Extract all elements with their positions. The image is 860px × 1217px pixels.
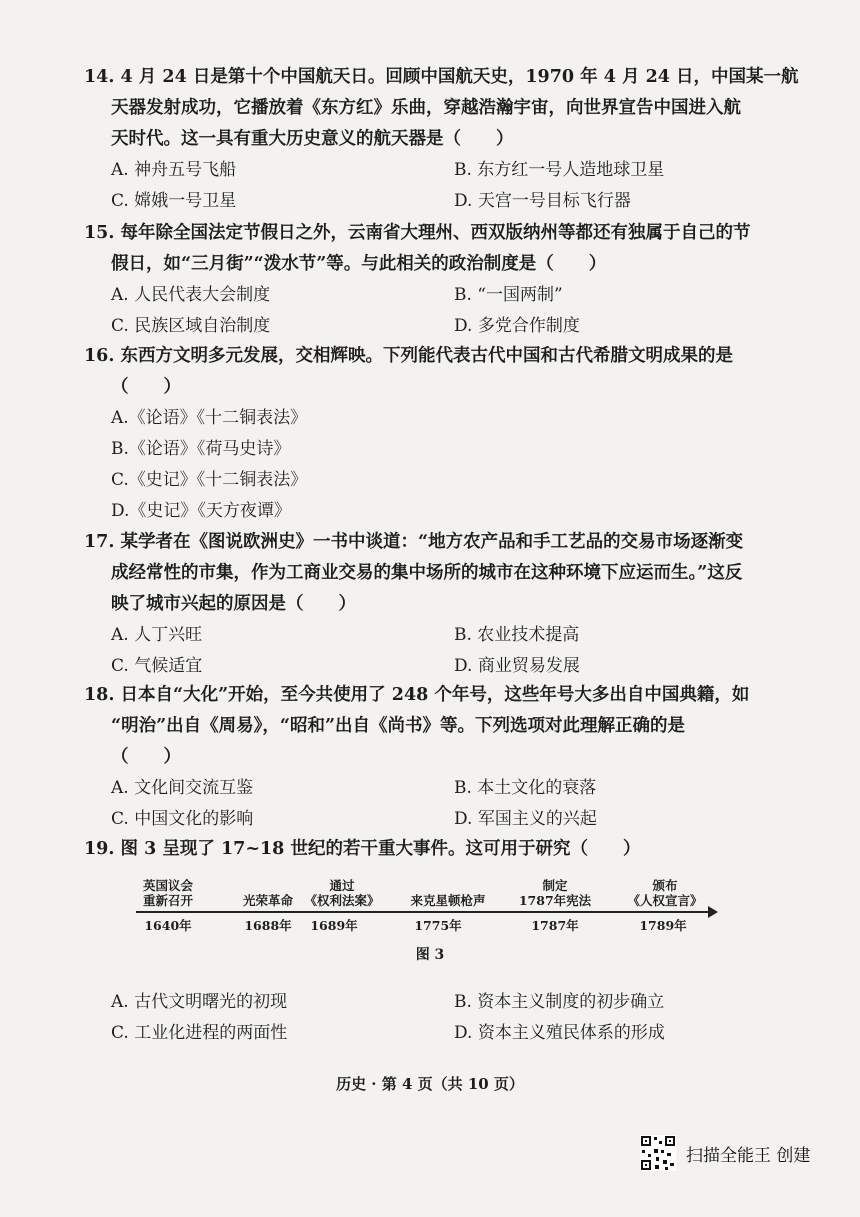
option-b: B. 本土文化的衰落 [454, 778, 597, 798]
question-stem-line: 映了城市兴起的原因是（ ） [111, 594, 356, 614]
timeline-event-label: 制定 1787年宪法 [518, 878, 592, 908]
timeline-year: 1640年 [144, 918, 192, 933]
option-a: A. 人丁兴旺 [111, 625, 203, 645]
timeline-event-label: 英国议会 重新召开 [142, 878, 194, 908]
option-c: C. 中国文化的影响 [111, 809, 254, 829]
figure-caption: 图 3 [415, 947, 445, 963]
timeline-event-label: 来克星顿枪声 [410, 893, 486, 908]
timeline-year: 1689年 [310, 918, 358, 933]
option-b: B.《论语》《荷马史诗》 [111, 439, 291, 459]
timeline-event-label: 通过 《权利法案》 [304, 878, 380, 908]
option-d: D. 商业贸易发展 [454, 656, 580, 676]
option-a: A. 人民代表大会制度 [111, 285, 271, 305]
question-stem-line: 天器发射成功，它播放着《东方红》乐曲，穿越浩瀚宇宙，向世界宣告中国进入航 [111, 98, 741, 118]
question-stem-line: 14. 4 月 24 日是第十个中国航天日。回顾中国航天史，1970 年 4 月 24 日，中国某一航 [84, 67, 799, 87]
question-stem-line: 成经常性的市集，作为工商业交易的集中场所的城市在这种环境下应运而生。”这反 [111, 563, 743, 583]
option-a: A. 神舟五号飞船 [111, 160, 237, 180]
question-stem-line: 假日，如“三月街”“泼水节”等。与此相关的政治制度是（ ） [111, 254, 607, 274]
qr-code-icon [640, 1135, 676, 1171]
question-stem-line: 天时代。这一具有重大历史意义的航天器是（ ） [111, 129, 514, 149]
option-a: A. 古代文明曙光的初现 [111, 992, 288, 1012]
page-footer: 历史 · 第 4 页（共 10 页） [336, 1075, 524, 1093]
timeline-event-label: 光荣革命 [242, 893, 294, 908]
timeline-year: 1787年 [531, 918, 579, 933]
question-stem-line: （ ） [111, 747, 181, 767]
question-14 [84, 62, 799, 217]
question-18 [84, 680, 764, 835]
question-19-options [84, 987, 764, 1049]
question-16 [84, 341, 764, 527]
option-c: C. 嫦娥一号卫星 [111, 191, 237, 211]
option-c: C. 工业化进程的两面性 [111, 1023, 288, 1043]
question-15 [84, 218, 764, 342]
question-stem-line: （ ） [111, 377, 181, 397]
option-c: C. 气候适宜 [111, 656, 203, 676]
timeline-year: 1688年 [244, 918, 292, 933]
option-b: B. 东方红一号人造地球卫星 [454, 160, 665, 180]
question-17 [84, 527, 764, 682]
option-c: C.《史记》《十二铜表法》 [111, 470, 308, 490]
question-stem-line: 16. 东西方文明多元发展，交相辉映。下列能代表古代中国和古代希腊文明成果的是 [84, 346, 734, 366]
timeline-event-label: 颁布 《人权宣言》 [627, 878, 703, 908]
scanner-watermark [640, 1133, 810, 1173]
timeline-axis [136, 911, 710, 913]
option-d: D. 多党合作制度 [454, 316, 580, 336]
option-d: D. 军国主义的兴起 [454, 809, 597, 829]
option-a: A.《论语》《十二铜表法》 [111, 408, 308, 428]
option-d: D. 资本主义殖民体系的形成 [454, 1023, 665, 1043]
option-b: B. 农业技术提高 [454, 625, 580, 645]
question-stem-line: 17. 某学者在《图说欧洲史》一书中谈道：“地方农产品和手工艺品的交易市场逐渐变 [84, 532, 744, 552]
question-stem-line: 15. 每年除全国法定节假日之外，云南省大理州、西双版纳州等都还有独属于自己的节 [84, 223, 751, 243]
arrow-right-icon [708, 906, 718, 918]
question-stem-line: 18. 日本自“大化”开始，至今共使用了 248 个年号，这些年号大多出自中国典籍，如 [84, 685, 750, 705]
timeline-year: 1789年 [639, 918, 687, 933]
option-d: D. 天宫一号目标飞行器 [454, 191, 631, 211]
question-19 [84, 834, 764, 865]
option-b: B. “一国两制” [454, 285, 563, 305]
option-a: A. 文化间交流互鉴 [111, 778, 254, 798]
question-stem-line: “明治”出自《周易》，“昭和”出自《尚书》等。下列选项对此理解正确的是 [111, 716, 686, 736]
scanner-label: 扫描全能王 创建 [686, 1145, 811, 1166]
option-b: B. 资本主义制度的初步确立 [454, 992, 665, 1012]
timeline-year: 1775年 [414, 918, 462, 933]
option-c: C. 民族区域自治制度 [111, 316, 271, 336]
option-d: D.《史记》《天方夜谭》 [111, 501, 291, 521]
question-stem-line: 19. 图 3 呈现了 17~18 世纪的若干重大事件。这可用于研究（ ） [84, 839, 641, 859]
